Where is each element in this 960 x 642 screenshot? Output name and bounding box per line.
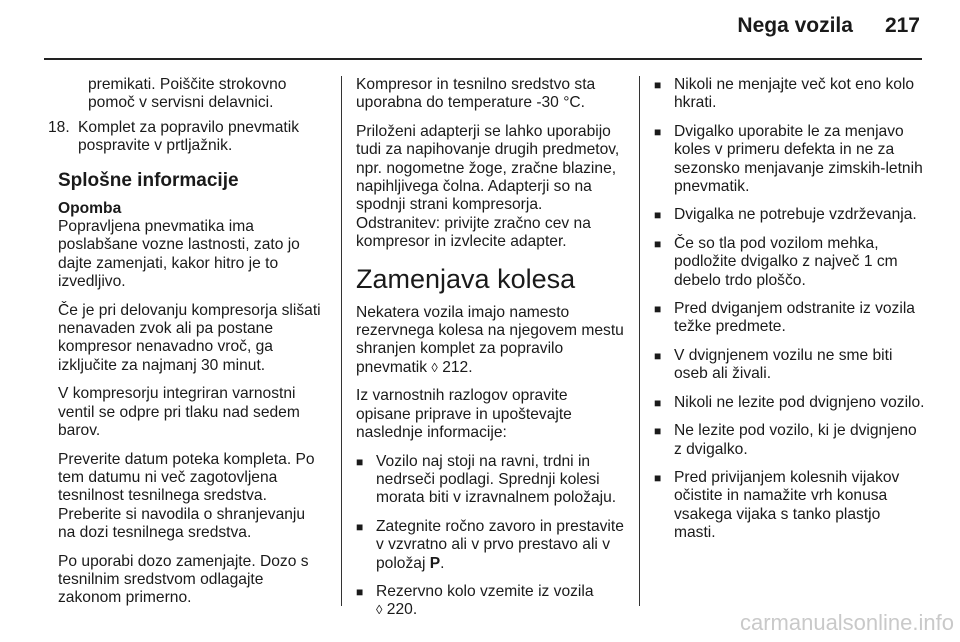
list-item xyxy=(654,235,926,290)
paragraph: Iz varnostnih razlogov opravite opisane priprave in upoštevajte naslednje informacije: xyxy=(356,387,572,442)
list-item-text: Dvigalko uporabite le za menjavo koles v primeru defekta in ne za sezonsko menjavanje zimskih-letnih pnevmatik. xyxy=(674,122,923,196)
paragraph: Kompresor in tesnilno sredstvo sta uporabna do temperature -30 °C. xyxy=(356,76,596,112)
bullet-icon: ■ xyxy=(654,470,662,485)
list-item-text: V dvignjenem vozilu ne sme biti oseb ali živali. xyxy=(674,346,893,383)
page-header xyxy=(737,14,920,38)
column-2 xyxy=(356,76,624,630)
bullet-icon: ■ xyxy=(654,395,662,410)
bullet-icon: ■ xyxy=(654,124,662,139)
paragraph: Po uporabi dozo zamenjajte. Dozo s tesnilnim sredstvom odlagajte zakonom primerno. xyxy=(58,552,309,607)
bullet-icon: ■ xyxy=(356,454,364,469)
section-heading-wheel-change: Zamenjava kolesa xyxy=(356,263,576,294)
bullet-icon: ■ xyxy=(654,302,662,317)
page-ref-link[interactable]: 212 xyxy=(442,358,469,376)
list-item-text: Dvigalka ne potrebuje vzdrževanja. xyxy=(674,206,917,224)
list-item-continuation: premikati. Poiščite strokovno pomoč v servisni delavnici. xyxy=(88,76,287,112)
list-item-text: Pred privijanjem kolesnih vijakov očistite in namažite vrh konusa vsakega vijaka s tanko plastjo masti. xyxy=(674,468,900,542)
paragraph: Če je pri delovanju kompresorja slišati nenavaden zvok ali pa postane kompresor nenavadno vroč, ga izključite za najmanj 30 minut. xyxy=(58,301,321,374)
column-divider-2 xyxy=(639,76,640,606)
list-item xyxy=(654,76,926,113)
list-item xyxy=(654,422,926,459)
list-item xyxy=(654,347,926,384)
bullet-icon: ■ xyxy=(654,78,662,92)
page-ref-icon: ◊ xyxy=(431,359,438,375)
list-item xyxy=(654,123,926,197)
list-item xyxy=(654,206,926,224)
list-item-text: Komplet za popravilo pnevmatik pospravite v prtljažnik. xyxy=(78,118,300,155)
paragraph: V kompresorju integriran varnostni ventil se odpre pri tlaku nad sedem barov. xyxy=(58,385,300,440)
list-item: ■ Vozilo naj stoji na ravni, trdni in nedrseči podlagi. Sprednji kolesi morata biti v izravnalnem položaju. xyxy=(356,452,617,507)
bullet-icon: ■ xyxy=(654,348,662,363)
list-item: ■ Zategnite ročno zavoro in prestavite v vzvratno ali v prvo prestavo ali v položaj P. xyxy=(356,517,624,572)
paragraph: Preverite datum poteka kompleta. Po tem datumu ni več zagotovljena tesnilnost tesnilnega sredstva. Preberite si navodila o shranjevanju na dozi tesnilnega sredstva. xyxy=(58,450,315,542)
section-heading-general: Splošne informacije xyxy=(58,169,239,191)
column-1 xyxy=(48,76,326,618)
list-item-text: Pred dviganjem odstranite iz vozila težke predmete. xyxy=(674,300,915,336)
page-number: 217 xyxy=(884,14,920,37)
list-item-text: Nikoli ne lezite pod dvignjeno vozilo. xyxy=(674,393,925,411)
bullet-icon: ■ xyxy=(356,584,364,599)
note-text: Popravljena pnevmatika ima poslabšane vozne lastnosti, zato jo dajte zamenjati, kakor hitro je to izvedljivo. xyxy=(58,218,300,291)
note-title: Opomba xyxy=(58,199,122,217)
bullet-icon: ■ xyxy=(356,519,364,534)
page-ref-icon: ◊ xyxy=(376,602,383,618)
bullet-icon: ■ xyxy=(654,236,662,251)
watermark: carmanualsonline.info xyxy=(739,610,954,635)
header-title: Nega vozila xyxy=(737,14,853,37)
paragraph: Priloženi adapterji se lahko uporabijo tudi za napihovanje drugih predmetov, npr. nogometne žoge, zračne blazine, napihljivega čolna. Adapterji so na spodnji strani kompresorja. Odstranitev: privijte zračno cev na kompresor in izvlecite adapter. xyxy=(356,122,620,251)
column-divider-1 xyxy=(341,76,342,606)
list-item xyxy=(654,300,926,337)
bullet-icon: ■ xyxy=(654,208,662,223)
list-item: ■ Rezervno kolo vzemite iz vozila ◊ 220. xyxy=(356,582,594,619)
header-divider xyxy=(44,58,922,60)
bullet-icon: ■ xyxy=(654,424,662,439)
list-item-text: Če so tla pod vozilom mehka, podložite dvigalko z največ 1 cm debelo trdo ploščo. xyxy=(674,234,898,289)
list-item xyxy=(654,469,926,543)
list-item-number: 18. xyxy=(48,118,70,136)
paragraph: Nekatera vozila imajo namesto rezervnega kolesa na njegovem mestu shranjen komplet za popravilo pnevmatik ◊ 212. xyxy=(356,303,624,376)
list-item-18 xyxy=(48,118,326,156)
list-item-text: Ne lezite pod vozilo, ki je dvignjeno z dvigalko. xyxy=(674,422,917,458)
list-item-text: Nikoli ne menjajte več kot eno kolo hkrati. xyxy=(674,76,915,112)
page-ref-link[interactable]: 220 xyxy=(386,601,413,619)
list-item xyxy=(654,394,926,412)
column-3 xyxy=(654,76,926,553)
